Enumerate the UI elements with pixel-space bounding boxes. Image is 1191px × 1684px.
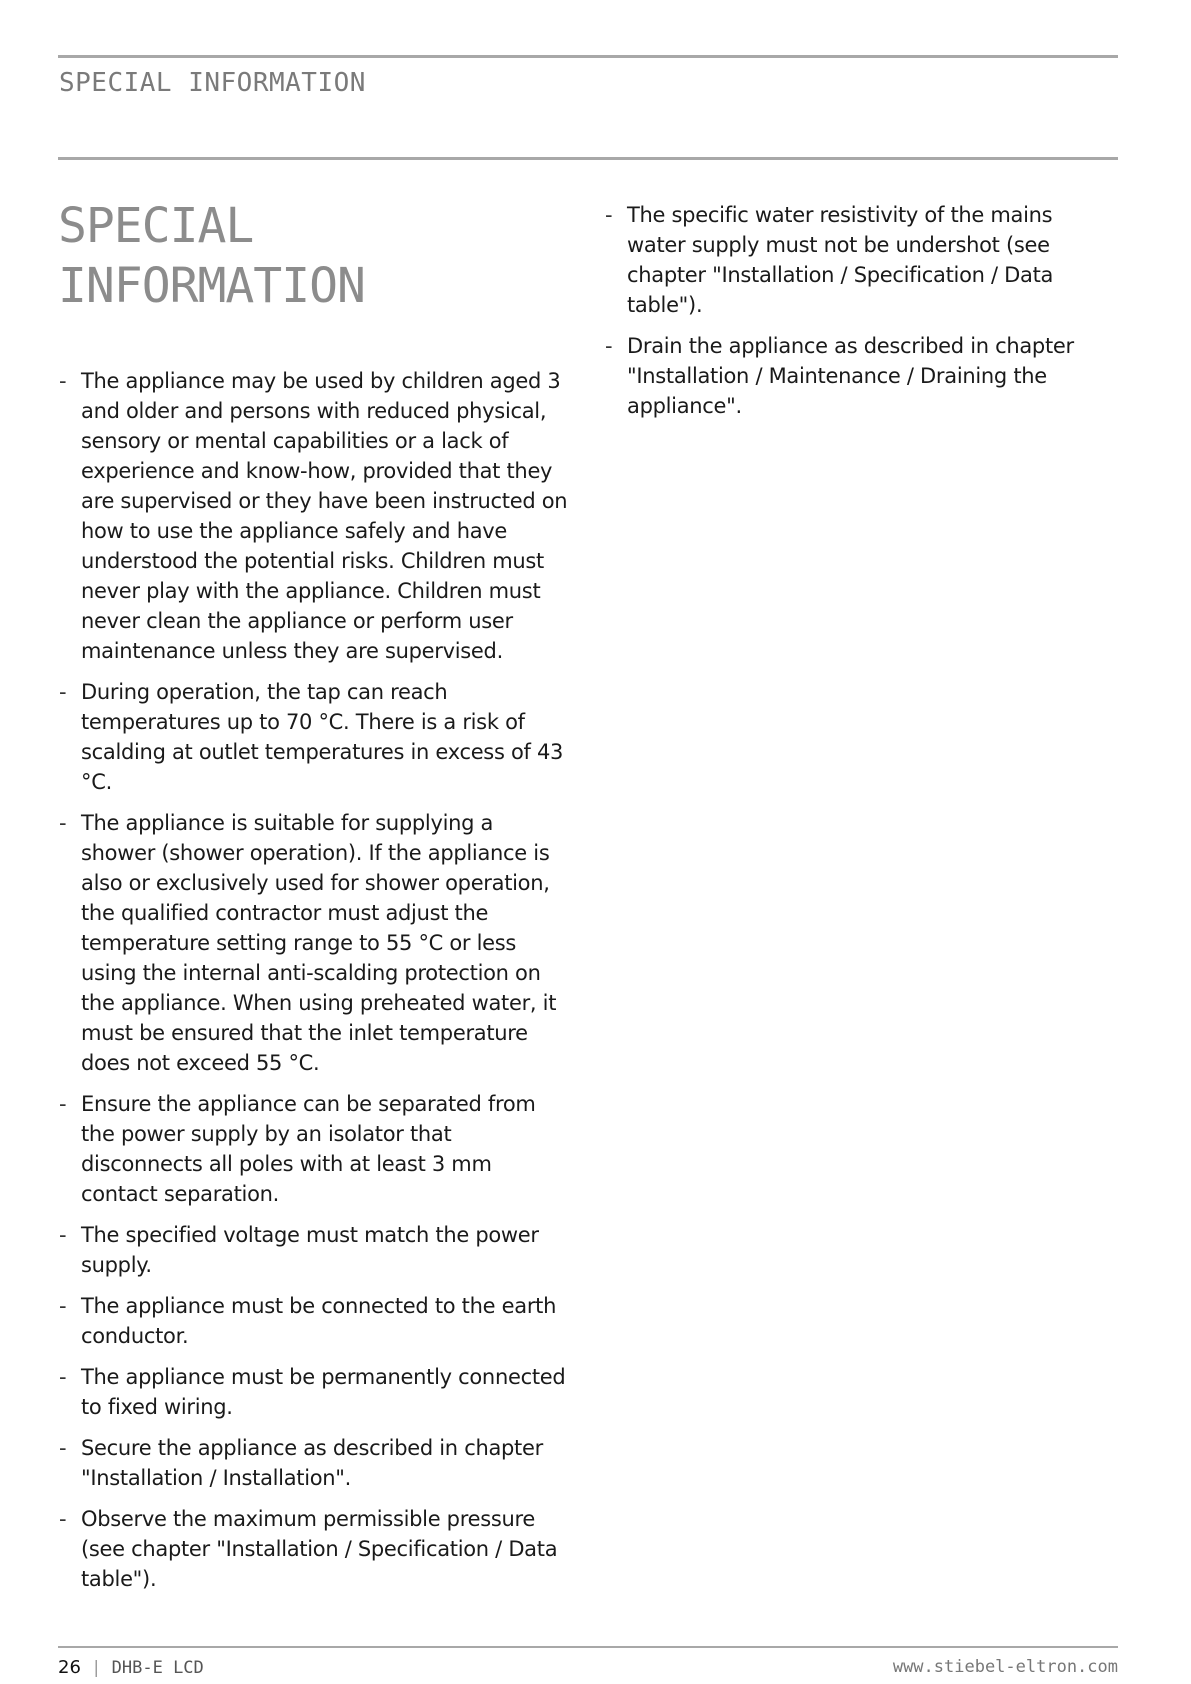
list-item: - Observe the maximum permissible pressure (see chapter "Installation / Specification / Data table"). xyxy=(58,1504,573,1594)
list-item: - The specified voltage must match the power supply. xyxy=(58,1220,573,1280)
bullet-dash: - xyxy=(605,203,613,227)
bullet-dash: - xyxy=(59,369,67,393)
list-item: - The appliance may be used by children aged 3 and older and persons with reduced physical, sensory or mental capabilities or a lack of experience and know-how, provided that they are supervised or they have been instructed on how to use the appliance safely and have understood the potential risks. Children must never play with the appliance. Children must never clean the appliance or perform user maintenance unless they are supervised. xyxy=(58,366,573,666)
list-item: - The appliance is suitable for supplying a shower (shower operation). If the appliance is also or exclusively used for shower operation, the qualified contractor must adjust the temperature setting range to 55 °C or less using the internal anti-scalding protection on the appliance. When using preheated water, it must be ensured that the inlet temperature does not exceed 55 °C. xyxy=(58,808,573,1078)
list-item: - Ensure the appliance can be separated from the power supply by an isolator that disconnects all poles with at least 3 mm contact separation. xyxy=(58,1089,573,1209)
footer-rule xyxy=(58,1646,1118,1648)
bullet-dash: - xyxy=(605,334,613,358)
right-column xyxy=(604,200,1104,432)
bullet-dash: - xyxy=(59,1365,67,1389)
list-item: - The appliance must be connected to the earth conductor. xyxy=(58,1291,573,1351)
bullet-dash: - xyxy=(59,1507,67,1531)
list-item: - Secure the appliance as described in chapter "Installation / Installation". xyxy=(58,1433,573,1493)
left-bullet-list xyxy=(58,366,573,1594)
bullet-dash: - xyxy=(59,1223,67,1247)
right-bullet-list xyxy=(604,200,1104,421)
footer-separator: | xyxy=(91,1658,102,1678)
left-column xyxy=(58,196,573,1605)
running-header: SPECIAL INFORMATION xyxy=(59,68,366,98)
product-name: DHB-E LCD xyxy=(111,1658,204,1678)
bullet-dash: - xyxy=(59,1294,67,1318)
header-top-rule xyxy=(58,55,1118,58)
list-item: - The specific water resistivity of the mains water supply must not be undershot (see chapter "Installation / Specification / Data table"). xyxy=(604,200,1104,320)
header-bottom-rule xyxy=(58,157,1118,160)
page-number: 26 xyxy=(58,1657,81,1678)
list-item: - During operation, the tap can reach temperatures up to 70 °C. There is a risk of scalding at outlet temperatures in excess of 43 °C. xyxy=(58,677,573,797)
footer-page-info xyxy=(58,1657,204,1678)
bullet-dash: - xyxy=(59,1436,67,1460)
footer-website: www.stiebel-eltron.com xyxy=(892,1657,1118,1677)
page-title: SPECIAL INFORMATION xyxy=(58,198,365,314)
bullet-dash: - xyxy=(59,680,67,704)
bullet-dash: - xyxy=(59,811,67,835)
bullet-dash: - xyxy=(59,1092,67,1116)
list-item: - Drain the appliance as described in chapter "Installation / Maintenance / Draining the appliance". xyxy=(604,331,1104,421)
list-item: - The appliance must be permanently connected to fixed wiring. xyxy=(58,1362,573,1422)
